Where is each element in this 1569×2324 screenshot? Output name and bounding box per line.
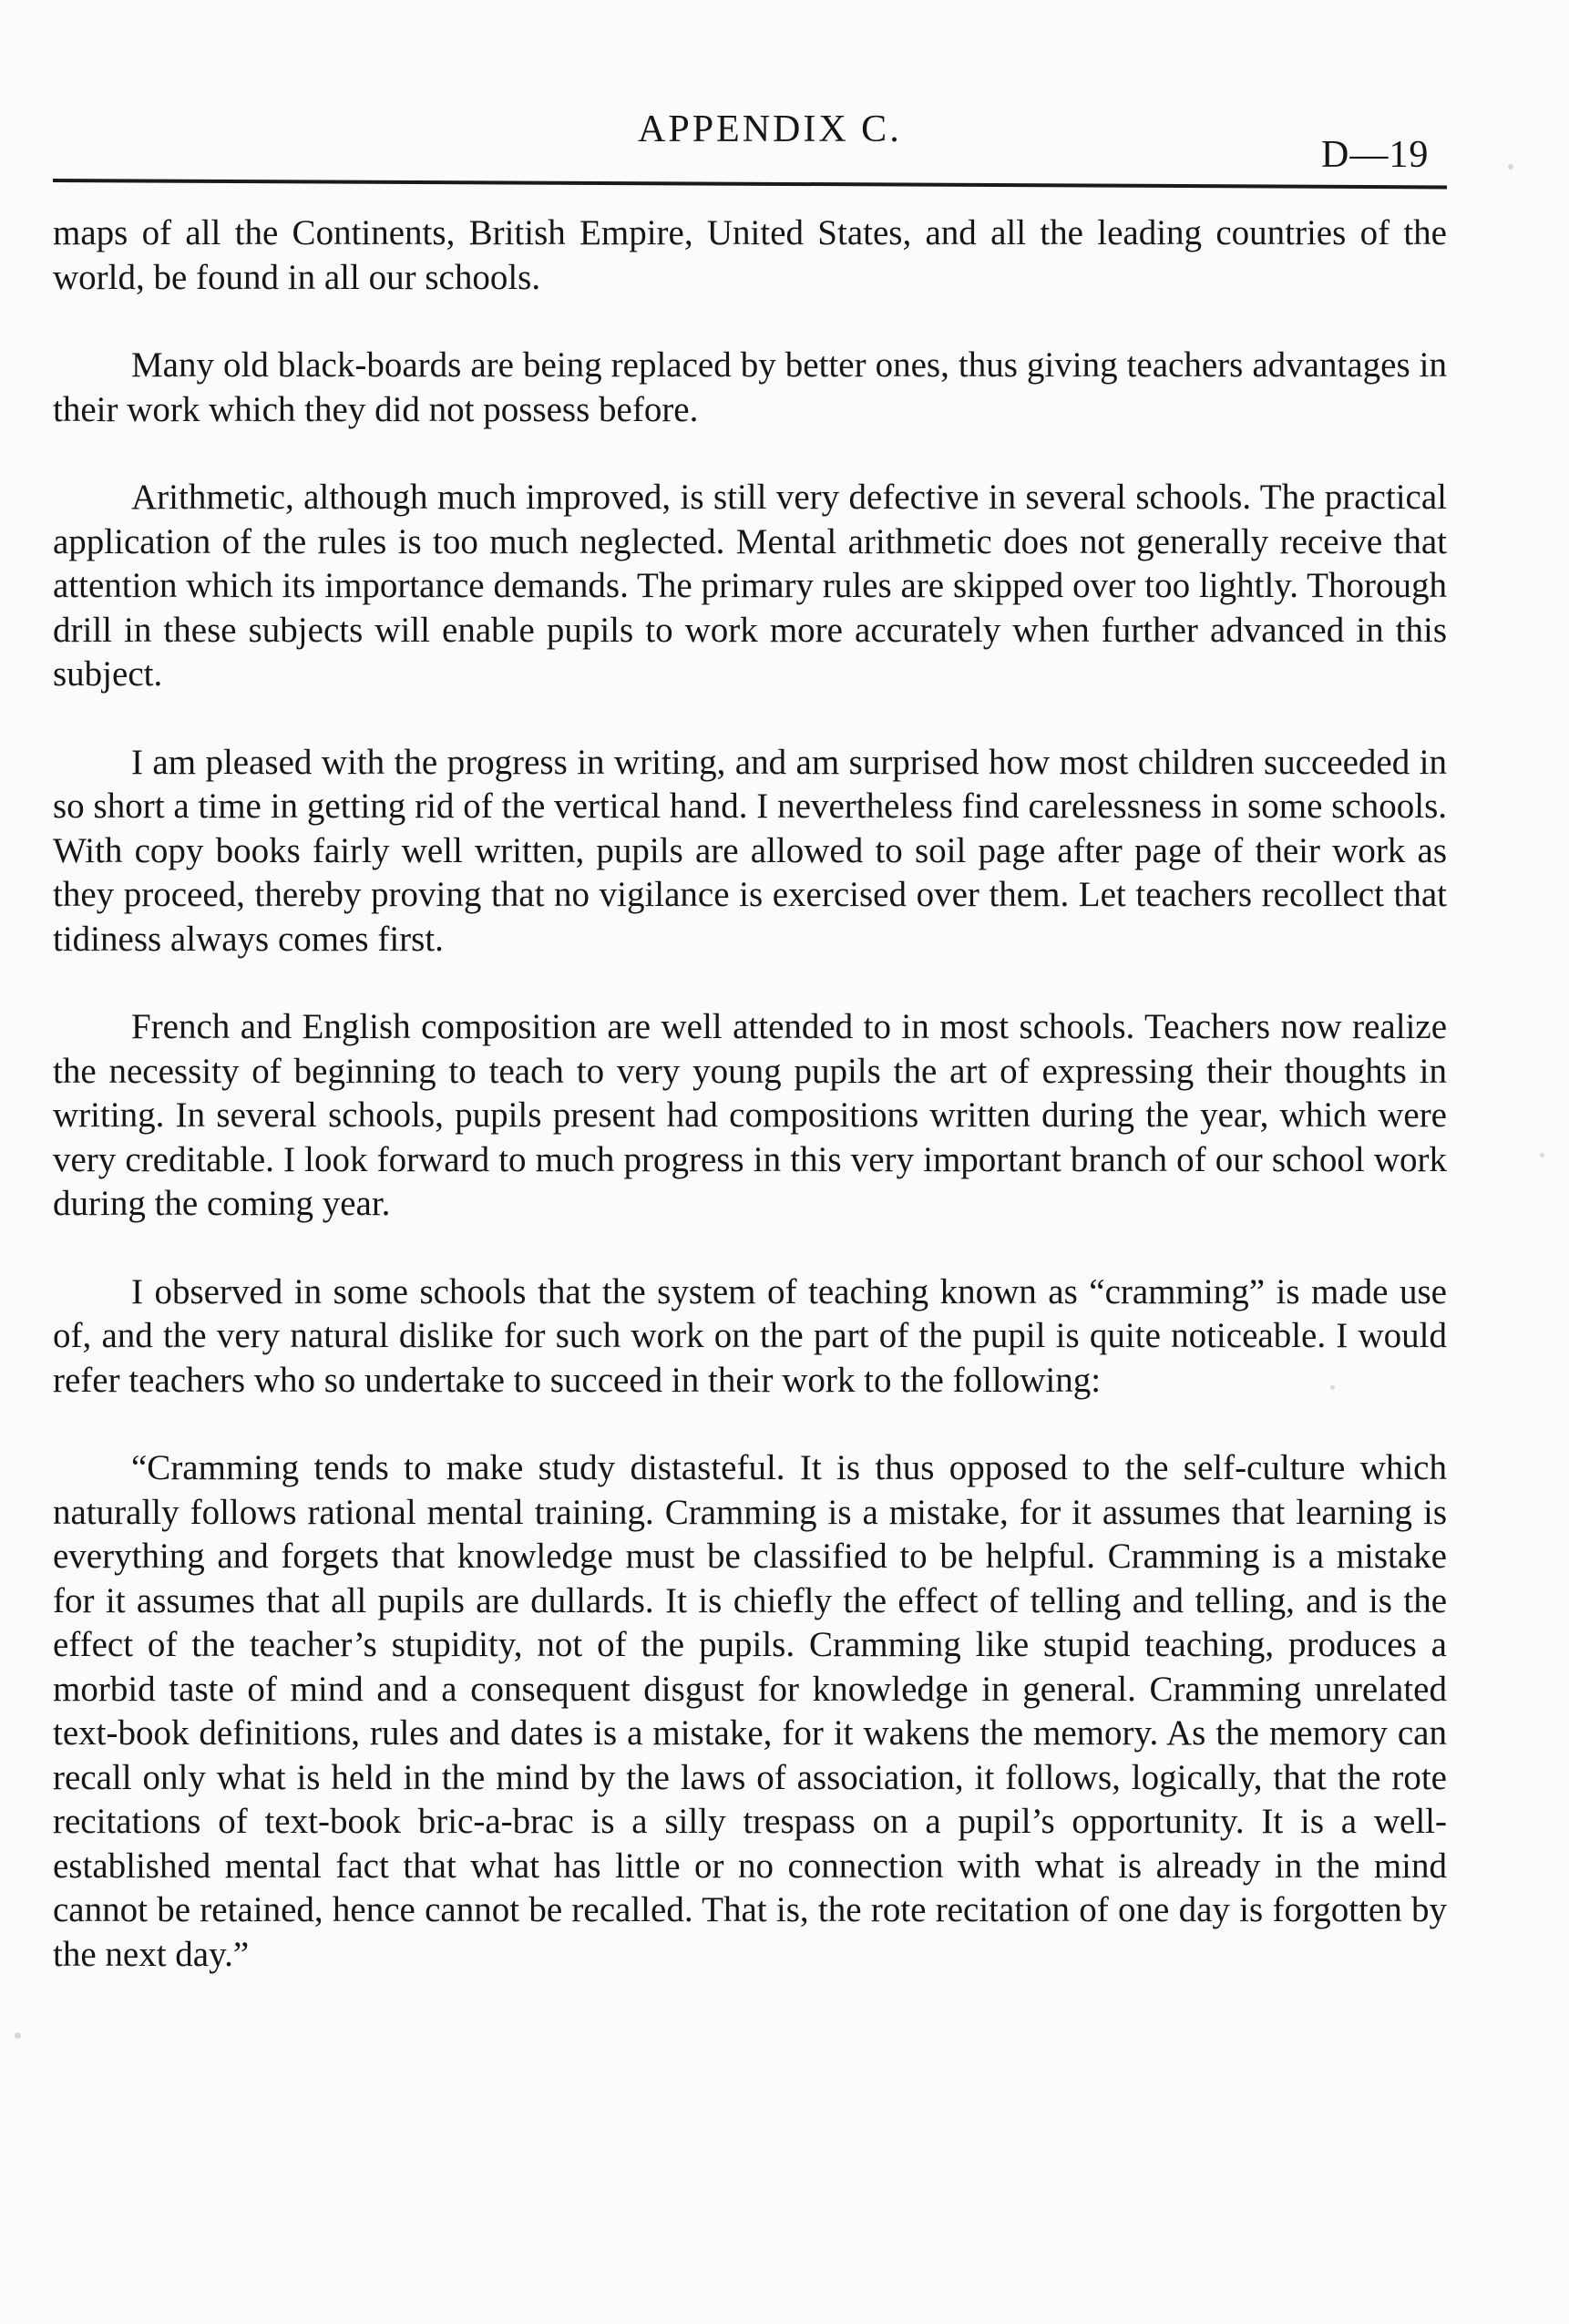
- page-header: [0, 108, 1569, 176]
- header-rule: [53, 179, 1447, 189]
- scan-speck: [1508, 164, 1513, 170]
- scan-speck: [15, 2032, 21, 2039]
- scan-speck: [1330, 1385, 1335, 1390]
- paragraph-blackboards: Many old black-boards are being replaced by better ones, thus giving teachers advantages in their work which they did not possess before.: [53, 345, 1447, 429]
- paragraph-writing: I am pleased with the progress in writing, and am surprised how most children succeeded in so short a time in getting rid of the vertical hand. I nevertheless find carelessness in some schools. With copy books fairly well written, pupils are allowed to soil page after page of their work as they proceed, thereby proving that no vigilance is exercised over them. Let teachers recollect that tidiness always comes first.: [53, 742, 1447, 959]
- paragraph-maps: maps of all the Continents, British Empire, United States, and all the leading countries of the world, be found in all our schools.: [53, 213, 1447, 297]
- quotation-cramming: “Cramming tends to make study distasteful. It is thus opposed to the self-culture which naturally follows rational mental training. Cramming is a mistake, for it assumes that learning is everything and forgets that knowledge must be classified to be helpful. Cramming is a mistake for it assumes that all pupils are dullards. It is chiefly the effect of telling and telling, and is the effect of the teacher’s stupidity, not of the pupils. Cramming like stupid teaching, produces a morbid taste of mind and a consequent disgust for knowledge in general. Cramming unrelated text-book definitions, rules and dates is a mistake, for it wakens the memory. As the memory can recall only what is held in the mind by the laws of association, it follows, logically, that the rote recitations of text-book bric-a-brac is a silly trespass on a pupil’s opportunity. It is a well-established mental fact that what has little or no connection with what is already in the mind cannot be retained, hence cannot be recalled. That is, the rote recitation of one day is forgotten by the next day.”: [53, 1448, 1447, 1974]
- page-number: D—19: [1321, 134, 1430, 176]
- paragraph-composition: French and English composition are well attended to in most schools. Teachers now realize the necessity of beginning to teach to very young pupils the art of expressing their thoughts in writing. In several schools, pupils present had compositions written during the year, which were very creditable. I look forward to much progress in this very important branch of our school work during the coming year.: [53, 1007, 1447, 1223]
- body-text: [53, 211, 1447, 2021]
- paragraph-arithmetic: Arithmetic, although much improved, is still very defective in several schools. The practical application of the rules is too much neglected. Mental arithmetic does not generally receive that attention which its importance demands. The primary rules are skipped over too lightly. Thorough drill in these subjects will enable pupils to work more accurately when further advanced in this subject.: [53, 478, 1447, 694]
- page-title: APPENDIX C.: [638, 108, 902, 150]
- paragraph-cramming-intro: I observed in some schools that the system of teaching known as “cramming” is made use of, and the very natural dislike for such work on the part of the pupil is quite noticeable. I would refer teachers who so undertake to succeed in their work to the following:: [53, 1271, 1447, 1400]
- scan-speck: [1540, 1153, 1544, 1157]
